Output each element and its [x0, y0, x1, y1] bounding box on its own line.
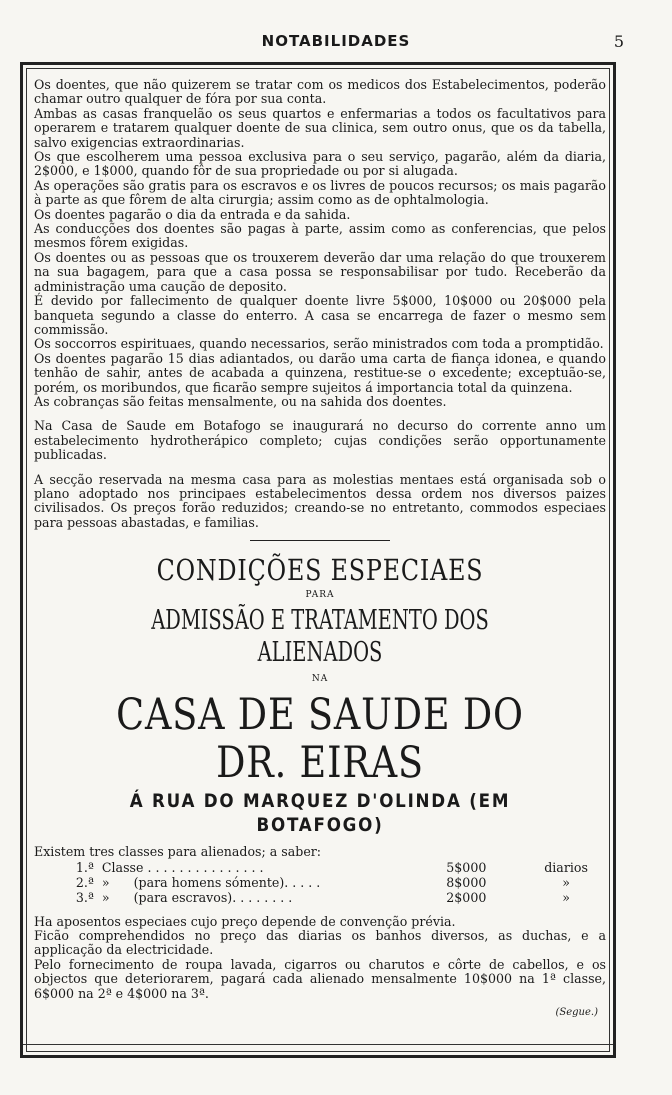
regulation-paragraph: É devido por fallecimento de qualquer doente livre 5$000, 10$000 ou 20$000 pela banqueta segundo a classe do enterro. A casa se encarrega de fazer o mesmo sem commissão.	[34, 293, 606, 337]
continued-note: (Segue.)	[555, 1007, 598, 1019]
class-frequency: »	[562, 889, 570, 905]
mental-section-notice: A secção reservada na mesma casa para as molestias mentaes está organisada sob o plano adoptado nos principaes estabelecimentos dessa ordem nos diversos paizes civilisados. Os preços forão reduzidos; creando-se no entretanto, commodos especiaes para pessoas abastadas, e familias.	[34, 471, 606, 530]
regulation-paragraph: Os soccorros espirituaes, quando necessarios, serão ministrados com toda a promptidão.	[34, 336, 604, 352]
regulation-paragraph: As conducções dos doentes são pagas à parte, assim como as conferencias, que pelos mesmos fôrem exigidas.	[34, 221, 606, 251]
class-label: » (para escravos). . . . . . . .	[101, 889, 293, 905]
class-label: » (para homens sómente). . . . .	[101, 874, 321, 890]
page-number: 5	[613, 32, 624, 51]
closing-paragraph: Pelo fornecimento de roupa lavada, cigarros ou charutos e côrte de cabellos, e os objectos que deteriorarem, pagará cada alienado mensalmente 10$000 na 1ª classe, 6$000 na 2ª e 4$000 na 3ª.	[34, 956, 606, 1001]
regulation-paragraph: Ambas as casas franquelão os seus quartos e enfermarias a todos os facultativos para operarem e tratarem qualquer doente de sua clinica, sem outro onus, que os da tabella, salvo exigencias extraordinarias.	[34, 105, 606, 150]
regulation-paragraph: As cobranças são feitas mensalmente, ou na sahida dos doentes.	[34, 393, 447, 409]
class-number: 1.ª	[75, 859, 94, 875]
classes-table	[34, 860, 606, 905]
class-price: 8$000	[446, 874, 487, 890]
regulation-paragraph: Os que escolherem uma pessoa exclusiva para o seu serviço, pagarão, além da diaria, 2$000, e 1$000, quando fôr de sua propriedade ou por si alugada.	[34, 149, 606, 179]
class-row	[34, 890, 606, 905]
class-number: 3.ª	[75, 889, 94, 905]
regulation-paragraph: Os doentes pagarão 15 dias adiantados, ou darão uma carta de fiança idonea, e quando tenhão de sahir, antes de acabada a quinzena, restitue-se o excedente; exceptuão-se, porém, os moribundos, que ficarão sempre sujeitos á importancia total da quinzena.	[34, 350, 606, 395]
divider-rule	[250, 540, 390, 541]
title-admission: ADMISSÃO E TRATAMENTO DOS ALIENADOS	[151, 605, 489, 669]
class-frequency: diarios	[544, 859, 588, 875]
title-casa-de-saude: CASA DE SAUDE DO DR. EIRAS	[116, 690, 524, 789]
class-row	[34, 860, 606, 875]
regulation-paragraph: Os doentes pagarão o dia da entrada e da sahida.	[34, 206, 351, 222]
class-price: 5$000	[446, 859, 487, 875]
class-label: Classe . . . . . . . . . . . . . . .	[101, 859, 264, 875]
class-number: 2.ª	[75, 874, 94, 890]
running-header: NOTABILIDADES	[261, 32, 411, 50]
closing-paragraph: Ha aposentos especiaes cujo preço depende de convenção prévia.	[34, 913, 456, 929]
regulation-paragraph: As operações são gratis para os escravos e os livres de poucos recursos; os mais pagarão à parte as que fôrem de alta cirurgia; assim como as de ophtalmologia.	[34, 177, 606, 208]
title-na: NA	[311, 674, 329, 685]
title-address: Á RUA DO MARQUEZ D'OLINDA (EM BOTAFOGO)	[129, 790, 511, 837]
class-row	[34, 875, 606, 890]
regulation-paragraph: Os doentes, que não quizerem se tratar com os medicos dos Estabelecimentos, poderão chamar outro qualquer de fóra por sua conta.	[34, 77, 606, 107]
classes-intro: Existem tres classes para alienados; a saber:	[34, 844, 322, 860]
class-price: 2$000	[446, 889, 487, 905]
class-frequency: »	[562, 874, 570, 890]
hydrotherapy-notice: Na Casa de Saude em Botafogo se inaugurará no decurso do corrente anno um estabelecimento hydrotherápico completo; cujas condições serão opportunamente publicadas.	[34, 418, 606, 463]
closing-paragraph: Ficão comprehendidos no preço das diarias os banhos diversos, as duchas, e a applicação da electricidade.	[34, 928, 606, 958]
title-conditions: CONDIÇÕES ESPECIAES	[156, 553, 484, 588]
content-body	[34, 78, 606, 1018]
title-para: PARA	[305, 590, 335, 601]
regulation-paragraph: Os doentes ou as pessoas que os trouxerem deverão dar uma relação do que trouxerem na sua bagagem, para que a casa possa se responsabilisar por tudo. Receberão da administração uma caução de deposito.	[34, 249, 606, 294]
